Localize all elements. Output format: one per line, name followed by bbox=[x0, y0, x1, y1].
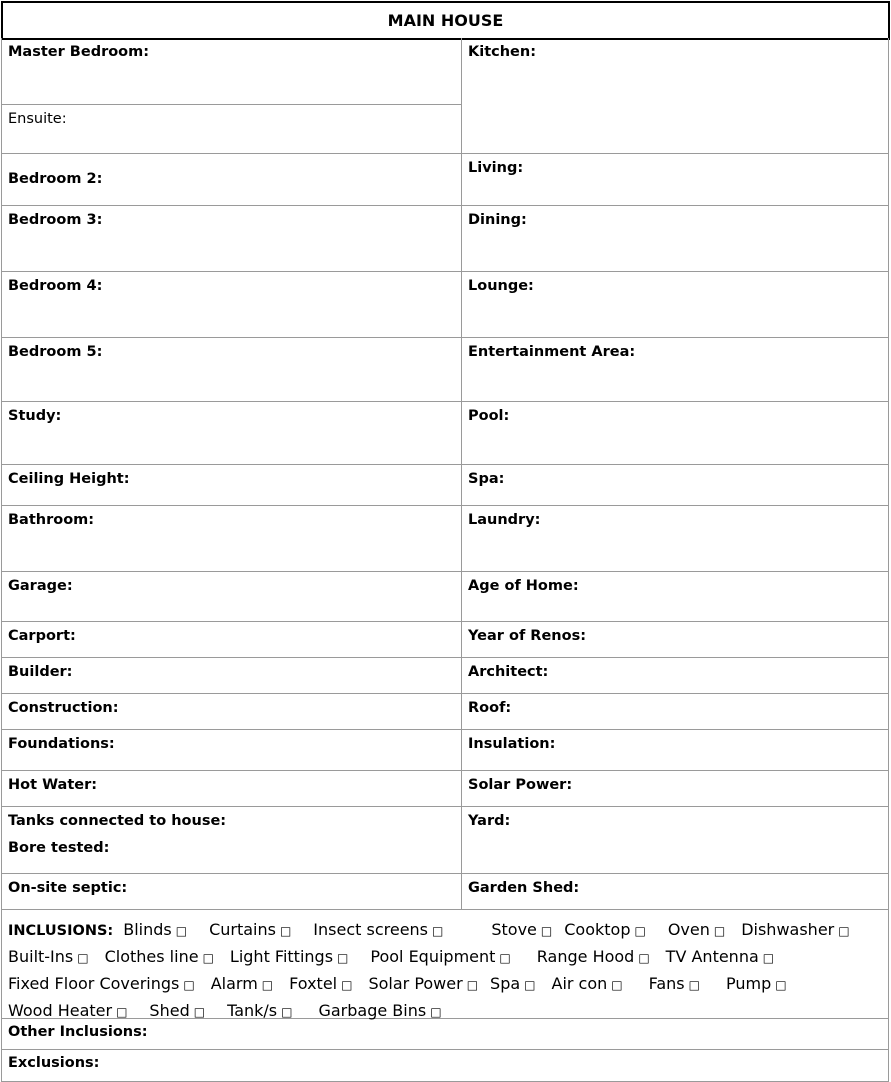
inclusion-label: Fans bbox=[648, 974, 685, 993]
inclusion-label: Spa bbox=[490, 974, 521, 993]
field-laundry[interactable]: Laundry: bbox=[461, 506, 889, 572]
inclusion-item[interactable] bbox=[741, 917, 849, 944]
field-entertainment-area[interactable]: Entertainment Area: bbox=[461, 338, 889, 402]
field-foundations[interactable]: Foundations: bbox=[1, 730, 461, 771]
checkbox-icon[interactable]: □ bbox=[193, 1005, 206, 1019]
page-title: MAIN HOUSE bbox=[1, 1, 890, 40]
field-architect[interactable]: Architect: bbox=[461, 658, 889, 694]
inclusion-label: Built-Ins bbox=[8, 947, 74, 966]
checkbox-icon[interactable]: □ bbox=[713, 924, 726, 938]
field-bedroom-4[interactable]: Bedroom 4: bbox=[1, 272, 461, 338]
field-construction[interactable]: Construction: bbox=[1, 694, 461, 730]
field-lounge[interactable]: Lounge: bbox=[461, 272, 889, 338]
checkbox-icon[interactable]: □ bbox=[430, 1005, 442, 1019]
checkbox-icon[interactable]: □ bbox=[499, 951, 511, 965]
field-exclusions[interactable]: Exclusions: bbox=[1, 1050, 889, 1082]
inclusion-item[interactable] bbox=[552, 971, 623, 998]
checkbox-icon[interactable]: □ bbox=[77, 951, 89, 965]
inclusions-label: INCLUSIONS: bbox=[8, 923, 114, 939]
field-spa[interactable]: Spa: bbox=[461, 465, 889, 506]
checkbox-icon[interactable]: □ bbox=[341, 978, 353, 992]
field-year-of-renos[interactable]: Year of Renos: bbox=[461, 622, 889, 658]
inclusion-label: Garbage Bins bbox=[318, 1001, 427, 1020]
field-roof[interactable]: Roof: bbox=[461, 694, 889, 730]
inclusions-items-1 bbox=[123, 920, 849, 939]
field-bedroom-5[interactable]: Bedroom 5: bbox=[1, 338, 461, 402]
field-bedroom-3[interactable]: Bedroom 3: bbox=[1, 206, 461, 272]
inclusion-label: Stove bbox=[491, 920, 537, 939]
inclusion-item[interactable] bbox=[668, 917, 725, 944]
field-hot-water[interactable]: Hot Water: bbox=[1, 771, 461, 807]
field-living[interactable]: Living: bbox=[461, 154, 889, 206]
inclusions-line bbox=[8, 971, 882, 998]
checkbox-icon[interactable]: □ bbox=[202, 951, 214, 965]
field-pool[interactable]: Pool: bbox=[461, 402, 889, 465]
checkbox-icon[interactable]: □ bbox=[466, 978, 479, 992]
inclusion-label: Dishwasher bbox=[741, 920, 835, 939]
inclusion-label: Oven bbox=[667, 920, 710, 939]
field-ceiling-height[interactable]: Ceiling Height: bbox=[1, 465, 461, 506]
inclusion-label: Wood Heater bbox=[8, 1001, 113, 1020]
checkbox-icon[interactable]: □ bbox=[634, 924, 646, 938]
field-dining[interactable]: Dining: bbox=[461, 206, 889, 272]
field-bedroom-2[interactable]: Bedroom 2: bbox=[1, 154, 461, 206]
checkbox-icon[interactable]: □ bbox=[183, 978, 195, 992]
checkbox-icon[interactable]: □ bbox=[762, 951, 775, 965]
inclusion-label: Pump bbox=[725, 974, 772, 993]
inclusions-line bbox=[8, 944, 882, 971]
inclusion-item[interactable] bbox=[105, 944, 214, 971]
field-insulation[interactable]: Insulation: bbox=[461, 730, 889, 771]
field-onsite-septic[interactable]: On-site septic: bbox=[1, 874, 461, 910]
inclusion-label: Curtains bbox=[209, 920, 276, 939]
inclusion-label: Solar Power bbox=[368, 974, 463, 993]
field-master-bedroom[interactable]: Master Bedroom: bbox=[1, 38, 461, 105]
inclusion-label: TV Antenna bbox=[665, 947, 759, 966]
inclusion-item[interactable] bbox=[726, 971, 787, 998]
inclusion-item[interactable] bbox=[490, 971, 535, 998]
inclusion-item[interactable] bbox=[537, 944, 650, 971]
field-bathroom[interactable]: Bathroom: bbox=[1, 506, 461, 572]
inclusion-label: Cooktop bbox=[564, 920, 631, 939]
inclusion-item[interactable] bbox=[491, 917, 552, 944]
inclusion-label: Light Fittings bbox=[229, 947, 334, 966]
checkbox-icon[interactable]: □ bbox=[261, 978, 274, 992]
checkbox-icon[interactable]: □ bbox=[838, 924, 850, 938]
field-garden-shed[interactable]: Garden Shed: bbox=[461, 874, 889, 910]
inclusion-label: Clothes line bbox=[104, 947, 199, 966]
inclusion-item[interactable] bbox=[368, 971, 478, 998]
inclusion-item[interactable] bbox=[313, 917, 443, 944]
inclusion-label: Range Hood bbox=[536, 947, 635, 966]
inclusion-item[interactable] bbox=[211, 971, 273, 998]
inclusion-label: Insect screens bbox=[313, 920, 429, 939]
inclusion-label: Foxtel bbox=[289, 974, 338, 993]
field-other-inclusions[interactable]: Other Inclusions: bbox=[1, 1019, 889, 1050]
field-garage[interactable]: Garage: bbox=[1, 572, 461, 622]
inclusion-label: Tank/s bbox=[227, 1001, 278, 1020]
checkbox-icon[interactable]: □ bbox=[337, 951, 349, 965]
inclusion-item[interactable] bbox=[123, 917, 187, 944]
field-yard[interactable]: Yard: bbox=[461, 807, 889, 874]
field-carport[interactable]: Carport: bbox=[1, 622, 461, 658]
inclusions-line bbox=[8, 917, 882, 944]
inclusion-item[interactable] bbox=[666, 944, 774, 971]
inclusion-label: Shed bbox=[149, 1001, 190, 1020]
checkbox-icon[interactable]: □ bbox=[688, 978, 700, 992]
checkbox-icon[interactable]: □ bbox=[540, 924, 553, 938]
inclusion-item[interactable] bbox=[8, 971, 195, 998]
inclusion-item[interactable] bbox=[230, 944, 348, 971]
field-solar-power[interactable]: Solar Power: bbox=[461, 771, 889, 807]
checkbox-icon[interactable]: □ bbox=[524, 978, 536, 992]
inclusions-section bbox=[1, 909, 889, 1019]
checkbox-icon[interactable]: □ bbox=[611, 978, 623, 992]
inclusion-label: Fixed Floor Coverings bbox=[8, 974, 180, 993]
field-tanks-bore[interactable]: Tanks connected to house: Bore tested: bbox=[1, 807, 461, 874]
checkbox-icon[interactable]: □ bbox=[116, 1005, 128, 1019]
inclusion-item[interactable] bbox=[289, 971, 352, 998]
field-builder[interactable]: Builder: bbox=[1, 658, 461, 694]
inclusion-item[interactable] bbox=[564, 917, 646, 944]
inclusion-item[interactable] bbox=[649, 971, 700, 998]
inclusion-item[interactable] bbox=[8, 944, 89, 971]
checkbox-icon[interactable]: □ bbox=[279, 924, 292, 938]
checkbox-icon[interactable]: □ bbox=[175, 924, 188, 938]
field-study[interactable]: Study: bbox=[1, 402, 461, 465]
checkbox-icon[interactable]: □ bbox=[281, 1005, 293, 1019]
checkbox-icon[interactable]: □ bbox=[638, 951, 650, 965]
field-ensuite[interactable]: Ensuite: bbox=[1, 105, 461, 154]
field-age-of-home[interactable]: Age of Home: bbox=[461, 572, 889, 622]
inclusion-label: Pool Equipment bbox=[370, 947, 496, 966]
checkbox-icon[interactable]: □ bbox=[432, 924, 444, 938]
inclusion-item[interactable] bbox=[370, 944, 510, 971]
field-kitchen[interactable]: Kitchen: bbox=[461, 38, 889, 154]
inclusion-item[interactable] bbox=[209, 917, 291, 944]
inclusion-label: Air con bbox=[551, 974, 608, 993]
checkbox-icon[interactable]: □ bbox=[775, 978, 787, 992]
inclusion-label: Alarm bbox=[210, 974, 258, 993]
inclusion-label: Blinds bbox=[123, 920, 172, 939]
